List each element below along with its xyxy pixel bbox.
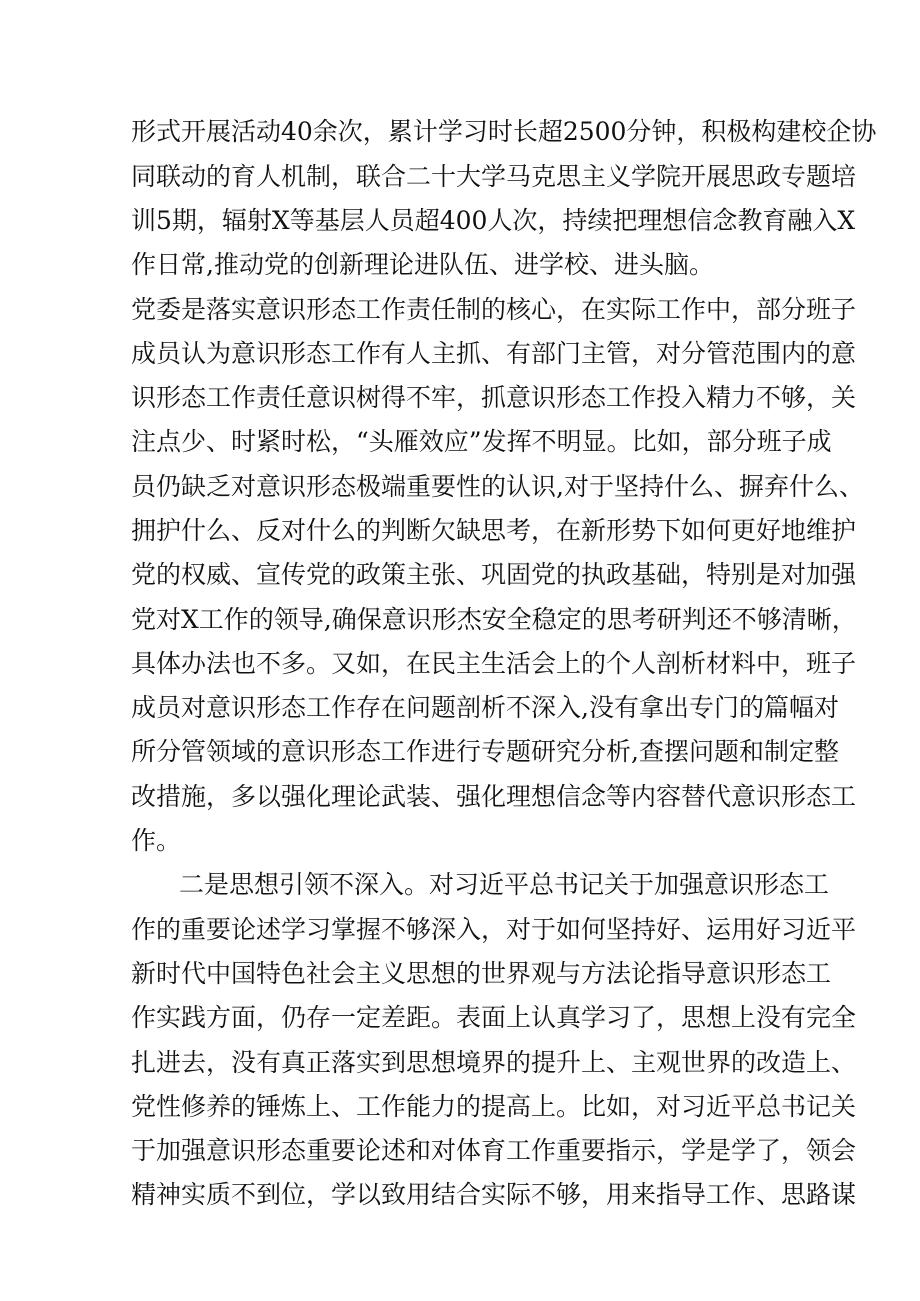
paragraph-2-line-4: 注点少、时紧时松，“头雁效应”发挥不明显。比如，部分班子成 <box>131 427 832 456</box>
paragraph-1-line-2: 同联动的育人机制，联合二十大学马克思主义学院开展思政专题培 <box>131 162 857 191</box>
paragraph-2-line-12: 改措施，多以强化理论武装、强化理想信念等内容替代意识形态工 <box>131 782 857 811</box>
paragraph-2-line-1: 党委是落实意识形态工作责任制的核心，在实际工作中，部分班子 <box>131 295 857 324</box>
paragraph-3-line-2: 作的重要论述学习掌握不够深入，对于如何坚持好、运用好习近平 <box>131 915 857 944</box>
paragraph-3-line-3: 新时代中国特色社会主义思想的世界观与方法论指导意识形态工 <box>131 959 832 988</box>
paragraph-2-line-13: 作。 <box>131 826 182 855</box>
paragraph-2-line-5: 员仍缺乏对意识形态极端重要性的认识,对于坚持什么、摒弃什么、 <box>131 472 864 501</box>
paragraph-1-line-1: 形式开展活动40余次，累计学习时长超2500分钟，积极构建校企协 <box>131 117 877 146</box>
paragraph-2-line-6: 拥护什么、反对什么的判断欠缺思考，在新形势下如何更好地维护 <box>131 516 857 545</box>
paragraph-2-line-3: 识形态工作责任意识树得不牢，抓意识形态工作投入精力不够，关 <box>131 383 857 412</box>
paragraph-1-line-4: 作日常,推动党的创新理论进队伍、进学校、进头脑。 <box>131 250 714 279</box>
paragraph-3-line-7: 于加强意识形态重要论述和对体育工作重要指示，学是学了，领会 <box>131 1136 857 1165</box>
paragraph-3-line-6: 党性修养的锤炼上、工作能力的提高上。比如，对习近平总书记关 <box>131 1092 857 1121</box>
paragraph-1-line-3: 训5期，辐射X等基层人员超400人次，持续把理想信念教育融入X <box>131 206 856 235</box>
paragraph-2-line-7: 党的权威、宣传党的政策主张、巩固党的执政基础，特别是对加强 <box>131 560 857 589</box>
paragraph-2-line-10: 成员对意识形态工作存在问题剖析不深入,没有拿出专门的篇幅对 <box>131 693 839 722</box>
paragraph-2-line-2: 成员认为意识形态工作有人主抓、有部门主管，对分管范围内的意 <box>131 339 857 368</box>
paragraph-3-line-4: 作实践方面，仍存一定差距。表面上认真学习了，思想上没有完全 <box>131 1003 857 1032</box>
paragraph-3-line-1: 二是思想引领不深入。对习近平总书记关于加强意识形态工 <box>179 870 830 899</box>
paragraph-3-line-8: 精神实质不到位，学以致用结合实际不够，用来指导工作、思路谋 <box>131 1180 857 1209</box>
paragraph-2-line-8: 党对X工作的领导,确保意识形杰安全稳定的思考研判还不够清晰， <box>131 605 857 634</box>
paragraph-2-line-9: 具体办法也不多。又如，在民主生活会上的个人剖析材料中，班子 <box>131 649 857 678</box>
paragraph-3-line-5: 扎进去，没有真正落实到思想境界的提升上、主观世界的改造上、 <box>131 1048 857 1077</box>
paragraph-2-line-11: 所分管领域的意识形态工作进行专题研究分析,查摆问题和制定整 <box>131 737 839 766</box>
